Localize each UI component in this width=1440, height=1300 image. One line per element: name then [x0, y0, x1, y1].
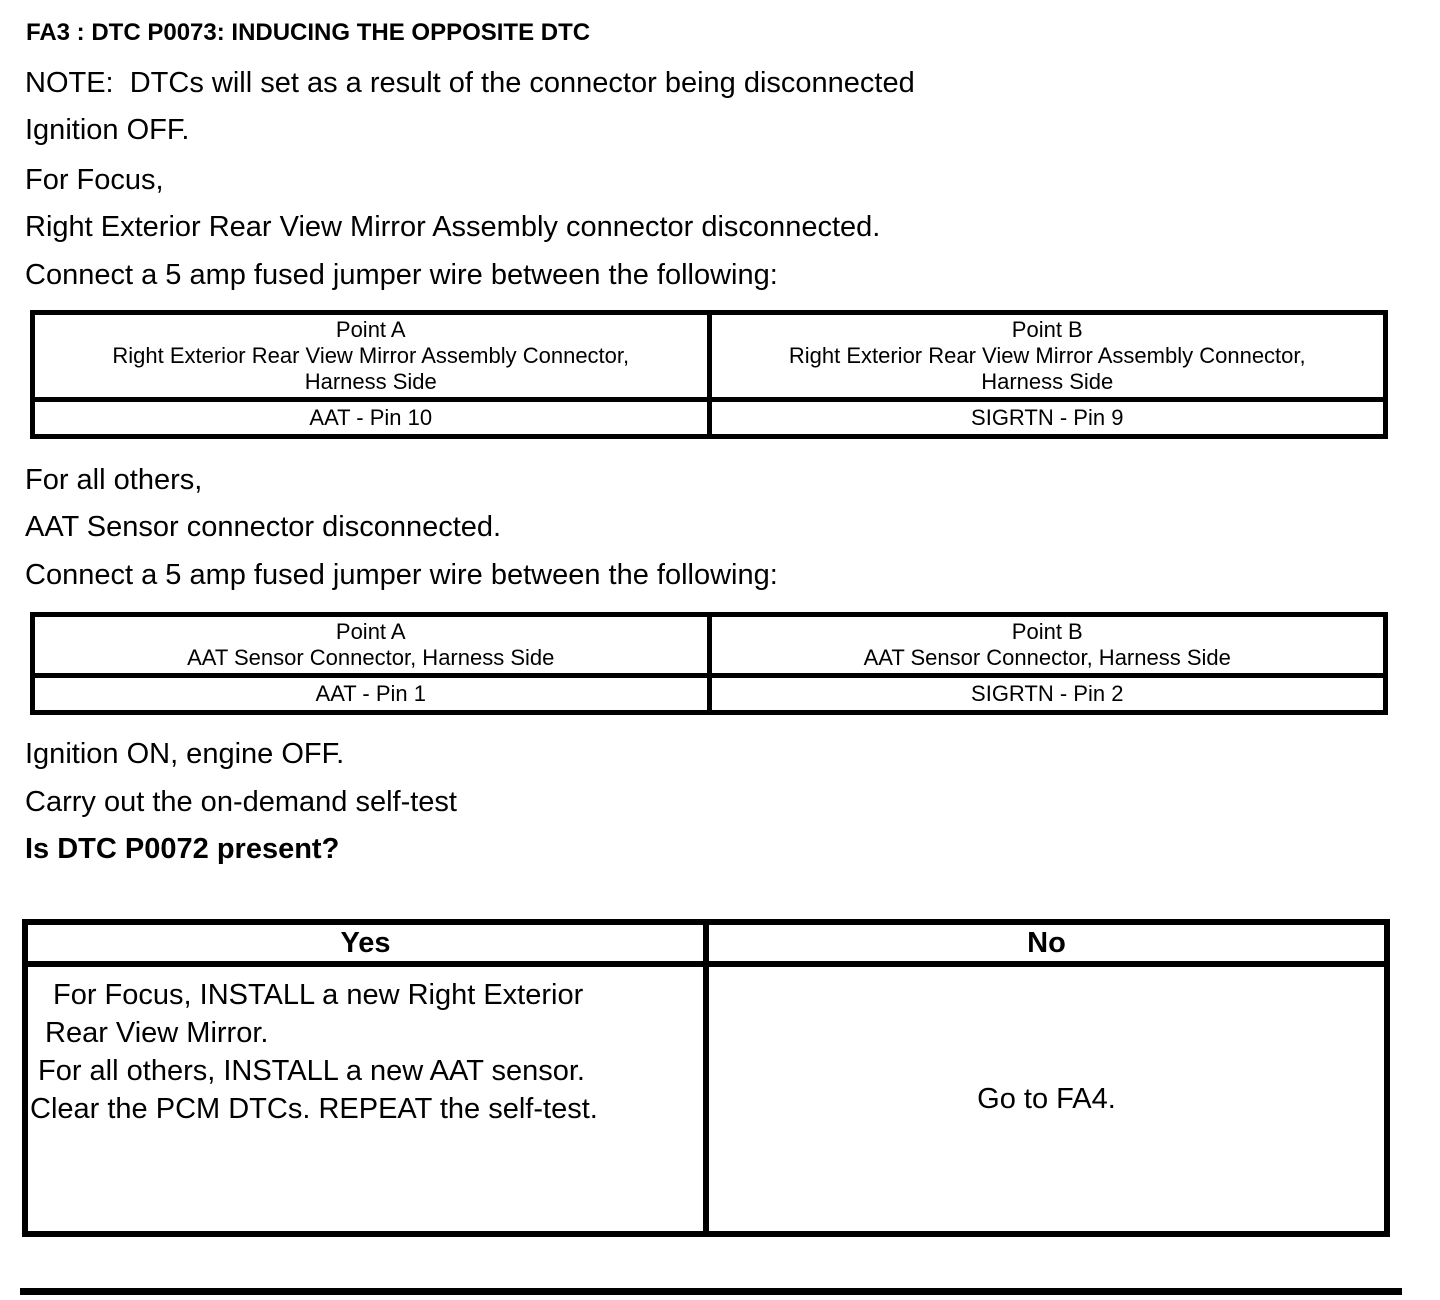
table-row: [33, 400, 1386, 437]
step-ignition-on: Ignition ON, engine OFF.: [25, 738, 345, 770]
point-b-pin-cell: SIGRTN - Pin 9: [709, 400, 1386, 437]
point-a-header-cell: [33, 313, 710, 400]
table-header-row: [33, 615, 1386, 676]
yes-action-line: For all others, INSTALL a new AAT sensor.: [38, 1055, 585, 1087]
step-connect-jumper-focus: Connect a 5 amp fused jumper wire between the following:: [25, 259, 778, 291]
step-self-test: Carry out the on-demand self-test: [25, 786, 457, 818]
step-connect-jumper-others: Connect a 5 amp fused jumper wire between the following:: [25, 559, 778, 591]
point-b-header-cell: [709, 313, 1386, 400]
no-header-cell: No: [706, 922, 1387, 964]
decision-body-row: [25, 964, 1387, 1234]
table-header-row: [33, 313, 1386, 400]
yes-action-line: Clear the PCM DTCs. REPEAT the self-test.: [30, 1093, 598, 1125]
point-b-side: Harness Side: [981, 369, 1114, 394]
jumper-table-focus: [30, 310, 1388, 439]
yes-action-cell: [25, 964, 706, 1234]
step-ignition-off: Ignition OFF.: [25, 114, 190, 146]
point-b-connector: Right Exterior Rear View Mirror Assembly Connector,: [788, 343, 1306, 368]
decision-table: [22, 919, 1390, 1237]
yes-action-line: For Focus, INSTALL a new Right Exterior: [53, 979, 584, 1011]
step-for-all-others: For all others,: [25, 464, 203, 496]
point-a-title: Point A: [335, 619, 406, 644]
note-line: NOTE: DTCs will set as a result of the connector being disconnected: [25, 67, 915, 99]
step-for-focus: For Focus,: [25, 164, 164, 196]
point-b-title: Point B: [1011, 317, 1083, 342]
point-a-title: Point A: [335, 317, 406, 342]
yes-header-cell: Yes: [25, 922, 706, 964]
point-b-connector: AAT Sensor Connector, Harness Side: [863, 645, 1231, 670]
yes-action-line: Rear View Mirror.: [45, 1017, 269, 1049]
point-a-connector: Right Exterior Rear View Mirror Assembly Connector,: [112, 343, 630, 368]
step-aat-disconnected: AAT Sensor connector disconnected.: [25, 511, 502, 543]
point-b-header-cell: [709, 615, 1386, 676]
decision-header-row: [25, 922, 1387, 964]
point-b-pin-cell: SIGRTN - Pin 2: [709, 676, 1386, 713]
page-title: FA3 : DTC P0073: INDUCING THE OPPOSITE DTC: [26, 19, 591, 46]
point-a-side: Harness Side: [304, 369, 437, 394]
point-a-pin-cell: AAT - Pin 10: [33, 400, 710, 437]
question-line: Is DTC P0072 present?: [25, 833, 340, 865]
no-action-cell: Go to FA4.: [706, 964, 1387, 1234]
point-a-pin-cell: AAT - Pin 1: [33, 676, 710, 713]
step-mirror-disconnected: Right Exterior Rear View Mirror Assembly connector disconnected.: [25, 211, 881, 243]
table-row: [33, 676, 1386, 713]
point-a-connector: AAT Sensor Connector, Harness Side: [187, 645, 555, 670]
page-bottom-rule: [20, 1288, 1402, 1295]
point-b-title: Point B: [1011, 619, 1083, 644]
point-a-header-cell: [33, 615, 710, 676]
jumper-table-others: [30, 612, 1388, 715]
